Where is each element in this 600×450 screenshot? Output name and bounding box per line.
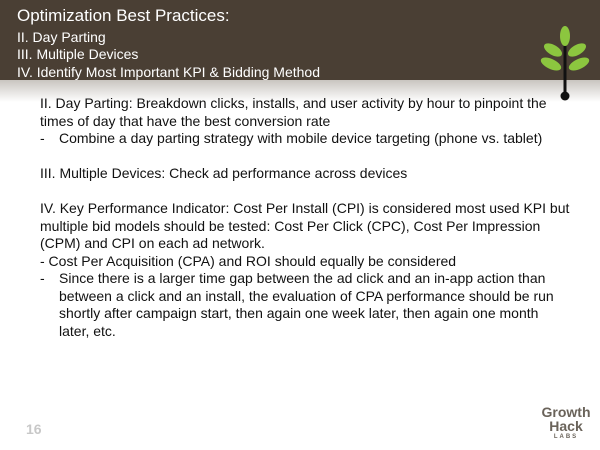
- dash-marker: -: [40, 130, 45, 146]
- slide-title: Optimization Best Practices:: [17, 6, 230, 25]
- plant-logo-icon: [533, 23, 593, 103]
- cpa-timing-bullet: [40, 270, 570, 340]
- slide-body: [40, 95, 570, 340]
- cpa-roi-line: - Cost Per Acquisition (CPA) and ROI should equally be considered: [40, 252, 457, 269]
- kpi-paragraph: IV. Key Performance Indicator: Cost Per Install (CPI) is considered most used KPI but multiple bid models should be tested: Cost Per Click (CPC), Cost Per Impression (CPM) and CPI on each ad network.: [40, 200, 570, 251]
- day-parting-bullet: [40, 130, 570, 148]
- brand-line-growth: Growth: [541, 404, 591, 420]
- cpa-timing-bullet-text: Since there is a larger time gap between the ad click and an in-app action than between a click and an install, the evaluation of CPA performance should be run shortly after campaign start, then again one week later, then again one month later, etc.: [59, 270, 554, 339]
- dash-marker: -: [40, 270, 45, 286]
- page-number: 16: [26, 421, 42, 437]
- day-parting-paragraph: II. Day Parting: Breakdown clicks, installs, and user activity by hour to pinpoint the times of day that have the best conversion rate: [40, 95, 547, 129]
- agenda-item-kpi: IV. Identify Most Important KPI & Bidding Method: [17, 64, 320, 80]
- brand-line-hack: Hack: [549, 418, 583, 434]
- growth-hack-labs-logo: [535, 405, 597, 441]
- agenda-item-day-parting: II. Day Parting: [17, 29, 106, 45]
- agenda-item-multiple-devices: III. Multiple Devices: [17, 46, 139, 62]
- day-parting-bullet-text: Combine a day parting strategy with mobile device targeting (phone vs. tablet): [59, 130, 543, 146]
- multiple-devices-paragraph: III. Multiple Devices: Check ad performance across devices: [40, 165, 408, 181]
- brand-line-labs: LABS: [553, 434, 579, 440]
